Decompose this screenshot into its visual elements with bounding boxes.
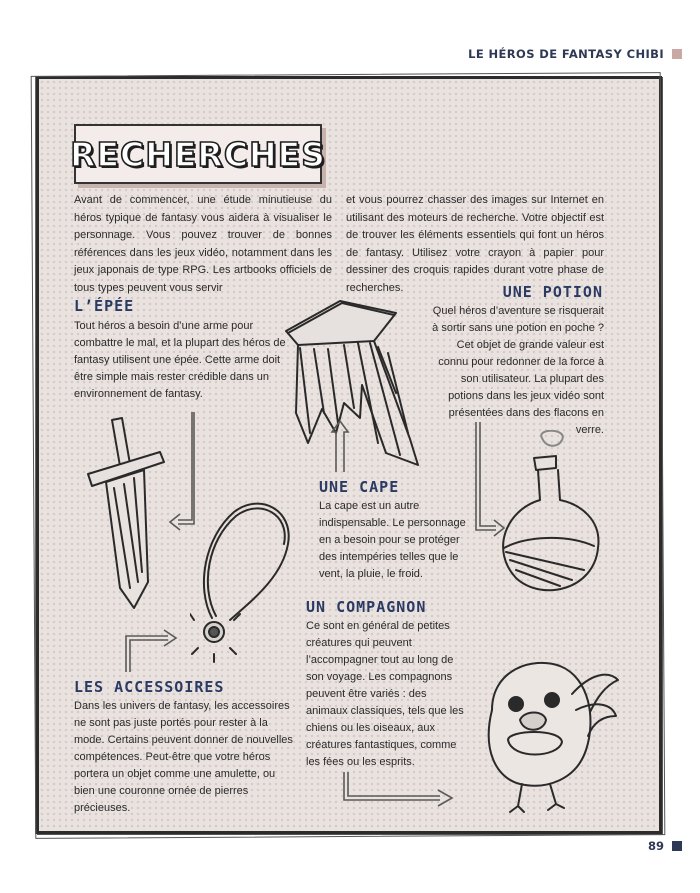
- title-box: [70, 124, 326, 184]
- page-number-marker: [672, 841, 682, 851]
- cape-arrow: [330, 418, 350, 474]
- cape-heading: UNE CAPE: [319, 478, 400, 496]
- bird-companion-sketch: [472, 650, 622, 814]
- cape-text: La cape est un autre indispensable. Le personnage en a besoin pour se protéger des intempéries telles que le vent, la pluie, le froid.: [319, 500, 466, 580]
- page-number: [648, 839, 682, 853]
- page-number-text: 89: [647, 839, 664, 853]
- sword-sketch: [84, 412, 174, 612]
- potion-heading: UNE POTION: [502, 283, 603, 301]
- accessories-text: Dans les univers de fantasy, les accessoires ne sont pas juste portés pour rester à la mode. Certains peuvent donner de nouvelles compétences. Peut-être que votre héros portera un objet comme une amulette, ou bien une couronne ornée de pierres précieuses.: [74, 700, 293, 814]
- potion-text: Quel héros d’aventure se risquerait à sortir sans une potion en poche ? Cet objet de grande valeur est connu pour redonner de la force à son utilisateur. La plupart des potions dans les jeux vidéo sont présentées dans des flacons en verre.: [432, 305, 604, 436]
- potion-arrow: [470, 420, 508, 538]
- running-head-text: LE HÉROS DE FANTASY CHIBI: [468, 47, 664, 61]
- running-head-marker: [672, 49, 682, 59]
- page-title: RECHERCHES: [70, 134, 326, 174]
- running-head: [468, 47, 682, 61]
- companion-arrow: [340, 770, 456, 810]
- companion-heading: UN COMPAGNON: [306, 598, 427, 616]
- sword-text: Tout héros a besoin d’une arme pour combattre le mal, et la plupart des héros de fantasy utilisent une épée. Cette arme doit être simple mais rester crédible dans un environnement de fantasy.: [74, 320, 286, 400]
- amulet-sketch: [190, 498, 300, 668]
- accessories-heading: LES ACCESSOIRES: [74, 678, 225, 696]
- cape-sketch: [278, 293, 438, 473]
- intro-right-column: et vous pourrez chasser des images sur Internet en utilisant des moteurs de recherche. Votre objectif est de trouver les éléments essentiels qui font un héros de fantasy. Utilisez votre crayon à papier pour dessiner des croquis rapides durant votre phase de recherches.: [346, 194, 604, 294]
- accessories-arrow: [122, 628, 178, 674]
- sword-heading: L’ÉPÉE: [74, 297, 135, 315]
- companion-text: Ce sont en général de petites créatures qui peuvent l’accompagner tout au long de son voyage. Les compagnons peuvent être variés : des animaux classiques, tels que les chiens ou les oiseaux, aux créatures fantastiques, comme les fées ou les esprits.: [306, 620, 464, 768]
- intro-left-column: Avant de commencer, une étude minutieuse du héros typique de fantasy vous aidera à visualiser le personnage. Vous pouvez trouver de bonnes références dans les jeux vidéo, notamment dans les jeux japonais de type RPG. Les artbooks officiels de tous types peuvent vous servir: [74, 194, 332, 294]
